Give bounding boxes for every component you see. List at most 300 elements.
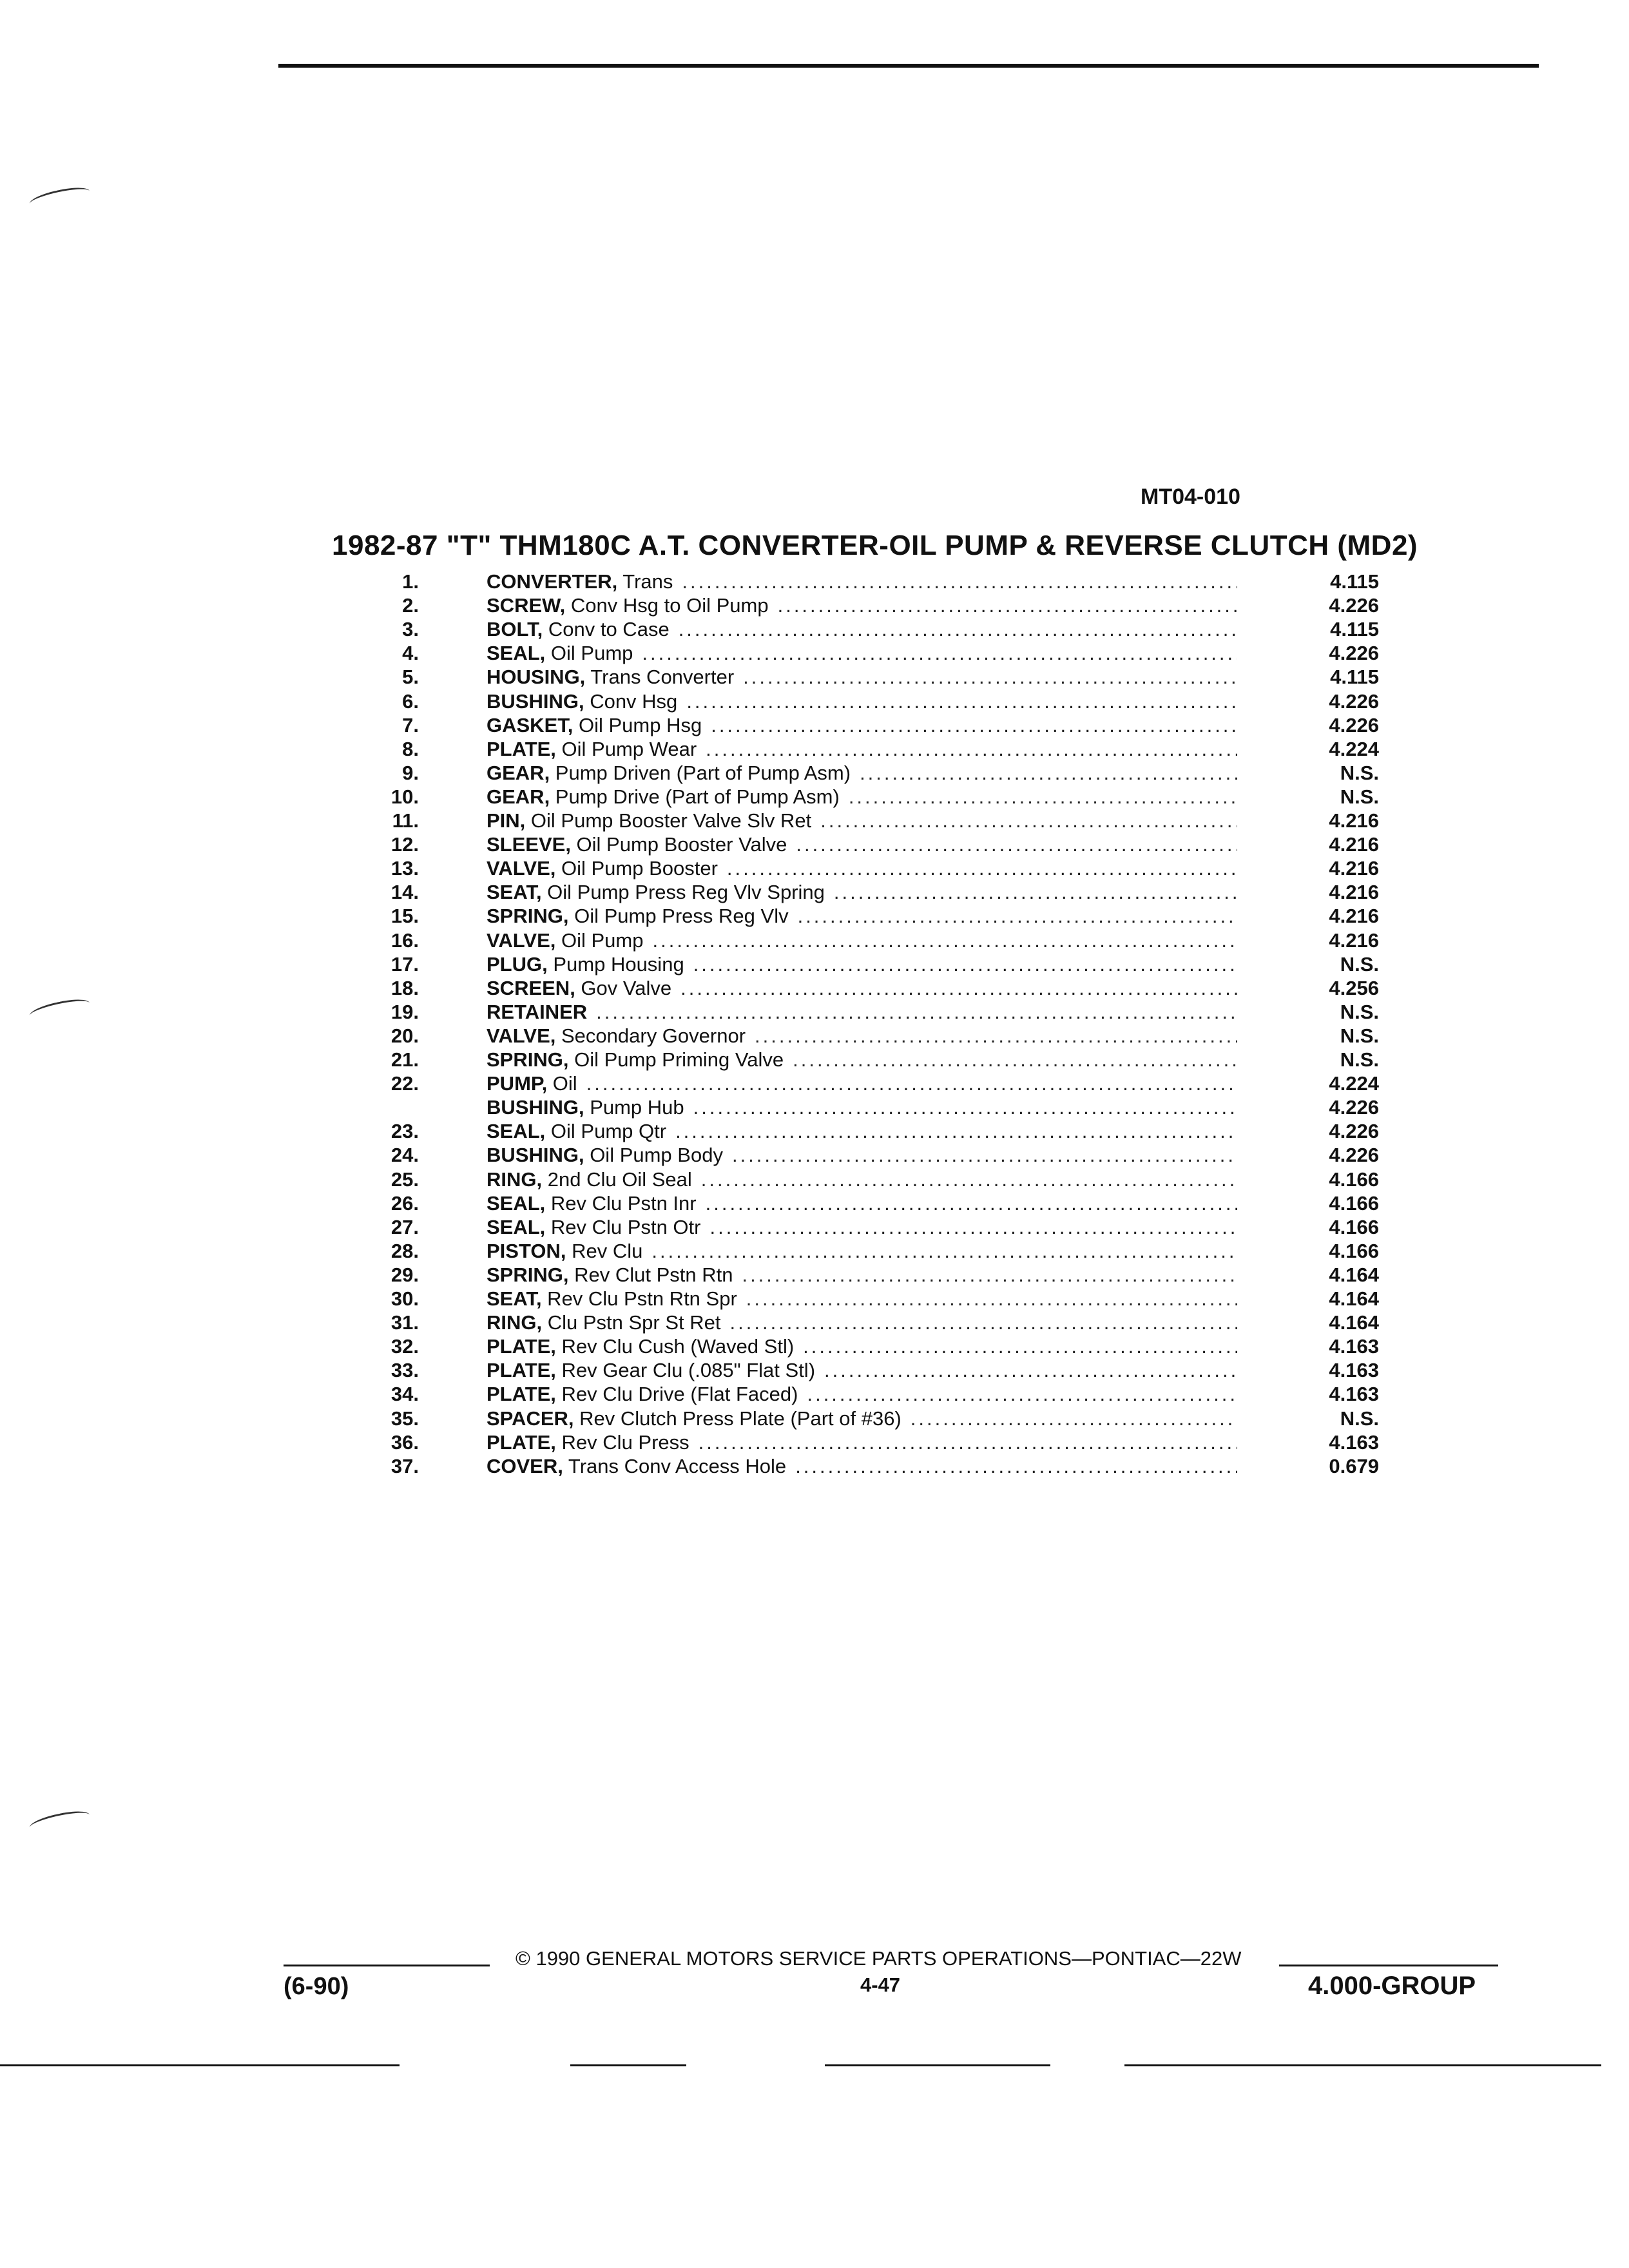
- part-number: 9.: [402, 761, 419, 784]
- part-name-detail: 2nd Clu Oil Seal: [542, 1168, 692, 1191]
- part-number: 21.: [390, 1048, 419, 1071]
- part-row: [0, 1358, 1629, 1382]
- part-description: [487, 1191, 1237, 1215]
- revision-date: (6-90): [284, 1973, 349, 2000]
- part-row: [0, 809, 1629, 832]
- group-number: N.S.: [1340, 761, 1379, 784]
- part-name-keyword: SCREW,: [487, 594, 566, 617]
- part-row: [0, 1119, 1629, 1143]
- part-row: [0, 689, 1629, 713]
- part-number: 18.: [390, 976, 419, 999]
- group-number: 4.115: [1330, 618, 1379, 641]
- part-description: [487, 1143, 1237, 1167]
- dot-leader: [671, 976, 1237, 1000]
- part-number: 32.: [390, 1335, 419, 1358]
- group-number: N.S.: [1340, 785, 1379, 808]
- part-row: [0, 1263, 1629, 1287]
- top-rule: [278, 64, 1539, 68]
- part-row: [0, 737, 1629, 761]
- part-name: [487, 641, 633, 665]
- group-number: 4.216: [1329, 833, 1379, 856]
- part-row: [0, 1168, 1629, 1191]
- part-name: [487, 1095, 684, 1119]
- group-number: 4.216: [1329, 809, 1379, 832]
- dot-leader: [666, 1119, 1237, 1143]
- group-number: 0.679: [1329, 1454, 1379, 1477]
- part-number: 33.: [390, 1359, 419, 1382]
- part-description: [487, 1119, 1237, 1143]
- dot-leader: [684, 952, 1237, 976]
- dot-leader: [851, 761, 1237, 785]
- part-number: 12.: [390, 833, 419, 856]
- dot-leader: [670, 617, 1237, 641]
- group-number: 4.216: [1329, 881, 1379, 904]
- part-name: [487, 1168, 692, 1191]
- dot-leader: [577, 1072, 1237, 1095]
- part-number: 29.: [390, 1263, 419, 1286]
- part-description: [487, 761, 1237, 785]
- part-name-keyword: CONVERTER,: [487, 570, 618, 593]
- group-number: 4.224: [1329, 1072, 1379, 1095]
- dot-leader: [697, 737, 1237, 761]
- part-row: [0, 856, 1629, 880]
- part-name-detail: Oil Pump: [545, 642, 633, 665]
- dot-leader: [798, 1382, 1237, 1406]
- part-name-keyword: RING,: [487, 1311, 543, 1334]
- part-name-detail: Clu Pstn Spr St Ret: [542, 1311, 721, 1334]
- part-name-detail: Trans Converter: [585, 666, 735, 689]
- part-number: 28.: [390, 1239, 419, 1262]
- part-number: 10.: [390, 785, 419, 808]
- group-number: 4.166: [1329, 1168, 1379, 1191]
- part-description: [487, 1048, 1237, 1072]
- part-name-detail: Oil Pump Priming Valve: [568, 1048, 784, 1071]
- dot-leader: [643, 928, 1237, 952]
- part-name-keyword: VALVE,: [487, 857, 556, 880]
- part-name-detail: Pump Hub: [584, 1096, 684, 1119]
- group-number: 4.163: [1329, 1359, 1379, 1382]
- copyright-notice: © 1990 GENERAL MOTORS SERVICE PARTS OPERATIONS—PONTIAC—22W: [516, 1947, 1242, 1970]
- part-row: [0, 785, 1629, 809]
- part-name-keyword: PIN,: [487, 809, 526, 832]
- part-description: [487, 928, 1237, 952]
- part-name-detail: Rev Clu Pstn Inr: [545, 1191, 697, 1215]
- dot-leader: [815, 1358, 1237, 1382]
- part-number: 11.: [392, 809, 419, 832]
- group-number: 4.256: [1329, 976, 1379, 999]
- part-row: [0, 641, 1629, 665]
- part-name: [487, 1311, 721, 1334]
- part-row: [0, 713, 1629, 737]
- part-name-keyword: SLEEVE,: [487, 833, 571, 856]
- part-name-detail: Rev Clu Drive (Flat Faced): [555, 1383, 798, 1406]
- part-name: [487, 1143, 723, 1167]
- part-description: [487, 809, 1237, 832]
- part-number: 35.: [390, 1407, 419, 1430]
- part-name-detail: Rev Clu Press: [555, 1430, 689, 1454]
- part-row: [0, 832, 1629, 856]
- part-name-keyword: COVER,: [487, 1454, 563, 1477]
- group-number: 4.164: [1329, 1263, 1379, 1286]
- part-name-detail: Pump Driven (Part of Pump Asm): [550, 761, 851, 784]
- part-name: [487, 832, 787, 856]
- part-name-detail: Oil: [547, 1072, 577, 1095]
- part-description: [487, 593, 1237, 617]
- part-number: 14.: [390, 881, 419, 904]
- part-row: [0, 1239, 1629, 1263]
- group-number: 4.224: [1329, 737, 1379, 760]
- page-title: 1982-87 "T" THM180C A.T. CONVERTER-OIL PUMP & REVERSE CLUTCH (MD2): [332, 530, 1418, 561]
- part-description: [487, 1168, 1237, 1191]
- part-name-keyword: GASKET,: [487, 713, 574, 736]
- part-name-detail: Rev Clu Pstn Rtn Spr: [541, 1287, 737, 1310]
- part-name-keyword: SEAL,: [487, 1191, 546, 1215]
- group-number: 4.164: [1329, 1311, 1379, 1334]
- dot-leader: [692, 1168, 1237, 1191]
- part-name-keyword: GEAR,: [487, 785, 550, 808]
- part-name: [487, 809, 811, 832]
- part-description: [487, 689, 1237, 713]
- part-description: [487, 737, 1237, 761]
- scan-mark: [28, 184, 92, 211]
- part-name-keyword: SCREEN,: [487, 976, 575, 999]
- part-row: [0, 1382, 1629, 1406]
- group-number: 4.216: [1329, 905, 1379, 928]
- part-row: [0, 1143, 1629, 1167]
- group-number: 4.216: [1329, 928, 1379, 952]
- part-description: [487, 1263, 1237, 1287]
- group-number: 4.166: [1329, 1215, 1379, 1238]
- part-name: [487, 593, 769, 617]
- part-row: [0, 1024, 1629, 1048]
- part-description: [487, 1287, 1237, 1311]
- page-number: 4-47: [860, 1974, 901, 1996]
- part-row: [0, 1334, 1629, 1358]
- part-name-detail: Gov Valve: [575, 976, 672, 999]
- part-name: [487, 1000, 587, 1024]
- dot-leader: [673, 570, 1237, 593]
- part-description: [487, 1311, 1237, 1334]
- part-name: [487, 904, 789, 928]
- dot-leader: [794, 1334, 1237, 1358]
- part-name-detail: Pump Housing: [547, 952, 684, 975]
- part-description: [487, 785, 1237, 809]
- dot-leader: [700, 1215, 1237, 1239]
- part-description: [487, 617, 1237, 641]
- part-name-keyword: HOUSING,: [487, 666, 586, 689]
- group-number: N.S.: [1340, 952, 1379, 975]
- part-name-keyword: SEAT,: [487, 881, 542, 904]
- part-row: [0, 1000, 1629, 1024]
- part-description: [487, 856, 1237, 880]
- part-name-detail: Conv Hsg to Oil Pump: [565, 594, 769, 617]
- part-name-keyword: BOLT,: [487, 618, 543, 641]
- part-name-detail: Rev Clutch Press Plate (Part of #36): [574, 1407, 901, 1430]
- part-name: [487, 1263, 733, 1287]
- group-number: 4.166: [1329, 1239, 1379, 1262]
- group-number: N.S.: [1340, 1024, 1379, 1047]
- part-number: 2.: [402, 594, 419, 617]
- part-name-keyword: SPRING,: [487, 1048, 569, 1071]
- part-row: [0, 1215, 1629, 1239]
- part-name-keyword: PLATE,: [487, 1335, 556, 1358]
- part-name-detail: Oil Pump Booster: [555, 857, 718, 880]
- dot-leader: [702, 713, 1237, 737]
- dot-leader: [787, 832, 1237, 856]
- part-name: [487, 665, 734, 689]
- group-number: 4.226: [1329, 713, 1379, 736]
- group-number: 4.163: [1329, 1383, 1379, 1406]
- part-description: [487, 713, 1237, 737]
- dot-leader: [642, 1239, 1237, 1263]
- part-name-detail: Oil Pump Wear: [555, 737, 697, 760]
- part-name-detail: Rev Clu Pstn Otr: [545, 1215, 701, 1238]
- dot-leader: [718, 856, 1237, 880]
- part-name-keyword: SEAL,: [487, 642, 546, 665]
- part-row: [0, 1430, 1629, 1454]
- dot-leader: [587, 1000, 1237, 1024]
- dot-leader: [689, 1430, 1237, 1454]
- part-name-keyword: BUSHING,: [487, 1096, 584, 1119]
- part-name: [487, 1191, 697, 1215]
- part-name: [487, 1239, 642, 1263]
- part-number: 26.: [390, 1191, 419, 1215]
- part-row: [0, 1454, 1629, 1478]
- part-row: [0, 952, 1629, 976]
- part-description: [487, 904, 1237, 928]
- part-name-keyword: RETAINER: [487, 1000, 588, 1023]
- part-name-keyword: SPRING,: [487, 1263, 569, 1286]
- part-name: [487, 856, 718, 880]
- part-name-detail: Oil Pump Body: [584, 1144, 723, 1167]
- part-name-keyword: PUMP,: [487, 1072, 548, 1095]
- dot-leader: [697, 1191, 1237, 1215]
- part-row: [0, 665, 1629, 689]
- part-name-keyword: PLATE,: [487, 1383, 556, 1406]
- part-row: [0, 976, 1629, 1000]
- group-number: 4.226: [1329, 689, 1379, 713]
- document-code: MT04-010: [1141, 485, 1240, 509]
- part-number: 13.: [390, 857, 419, 880]
- part-name: [487, 785, 840, 809]
- part-name: [487, 1072, 577, 1095]
- part-description: [487, 1095, 1237, 1119]
- part-number: 34.: [390, 1383, 419, 1406]
- part-name-detail: Pump Drive (Part of Pump Asm): [550, 785, 840, 808]
- part-number: 4.: [402, 642, 419, 665]
- dot-leader: [684, 1095, 1237, 1119]
- part-description: [487, 1382, 1237, 1406]
- part-row: [0, 1072, 1629, 1095]
- dot-leader: [786, 1454, 1237, 1478]
- part-description: [487, 832, 1237, 856]
- part-name-keyword: PLUG,: [487, 952, 548, 975]
- group-number: 4.115: [1330, 666, 1379, 689]
- part-number: 27.: [390, 1215, 419, 1238]
- part-row: [0, 570, 1629, 593]
- part-row: [0, 761, 1629, 785]
- part-name: [487, 617, 670, 641]
- part-description: [487, 880, 1237, 904]
- bottom-rule: [570, 2064, 686, 2066]
- group-number: 4.226: [1329, 1096, 1379, 1119]
- part-name: [487, 880, 825, 904]
- part-name-detail: Trans: [617, 570, 673, 593]
- part-name-keyword: VALVE,: [487, 928, 556, 952]
- part-number: 16.: [390, 928, 419, 952]
- part-row: [0, 1311, 1629, 1334]
- part-name-keyword: BUSHING,: [487, 1144, 584, 1167]
- part-name: [487, 1382, 798, 1406]
- group-number: 4.216: [1329, 857, 1379, 880]
- part-name: [487, 1407, 901, 1430]
- part-name-keyword: BUSHING,: [487, 689, 584, 713]
- dot-leader: [734, 665, 1237, 689]
- part-name-keyword: PLATE,: [487, 1359, 556, 1382]
- part-description: [487, 665, 1237, 689]
- part-name: [487, 1430, 689, 1454]
- part-description: [487, 1072, 1237, 1095]
- bottom-rule: [0, 2064, 400, 2066]
- part-name: [487, 737, 697, 761]
- part-description: [487, 1215, 1237, 1239]
- part-name: [487, 928, 643, 952]
- part-number: 6.: [402, 689, 419, 713]
- part-number: 5.: [402, 666, 419, 689]
- part-number: 37.: [390, 1454, 419, 1477]
- part-row: [0, 1191, 1629, 1215]
- part-description: [487, 1358, 1237, 1382]
- part-description: [487, 1000, 1237, 1024]
- part-name-detail: Conv to Case: [543, 618, 670, 641]
- part-number: 19.: [390, 1000, 419, 1023]
- footer-rule-left: [284, 1965, 490, 1966]
- part-number: 3.: [402, 618, 419, 641]
- group-number: N.S.: [1340, 1048, 1379, 1071]
- group-number: 4.163: [1329, 1335, 1379, 1358]
- part-number: 7.: [402, 713, 419, 736]
- part-name: [487, 1024, 746, 1048]
- part-name-detail: Rev Clut Pstn Rtn: [568, 1263, 733, 1286]
- part-row: [0, 1048, 1629, 1072]
- dot-leader: [633, 641, 1237, 665]
- dot-leader: [784, 1048, 1237, 1072]
- part-name-keyword: VALVE,: [487, 1024, 556, 1047]
- part-name: [487, 1454, 786, 1478]
- part-number: 1.: [402, 570, 419, 593]
- part-name-detail: Oil Pump Booster Valve: [570, 833, 787, 856]
- part-name-detail: Rev Clu Cush (Waved Stl): [555, 1335, 795, 1358]
- part-name: [487, 1334, 794, 1358]
- part-name: [487, 1215, 700, 1239]
- dot-leader: [746, 1024, 1237, 1048]
- part-number: 15.: [390, 905, 419, 928]
- part-number: 25.: [390, 1168, 419, 1191]
- dot-leader: [789, 904, 1237, 928]
- part-name: [487, 1358, 815, 1382]
- part-name-keyword: GEAR,: [487, 761, 550, 784]
- part-name: [487, 713, 702, 737]
- part-number: 36.: [390, 1430, 419, 1454]
- part-name-keyword: SEAL,: [487, 1215, 546, 1238]
- part-number: 31.: [390, 1311, 419, 1334]
- part-description: [487, 1407, 1237, 1430]
- part-row: [0, 928, 1629, 952]
- part-number: 22.: [390, 1072, 419, 1095]
- part-description: [487, 952, 1237, 976]
- part-name-detail: Secondary Governor: [555, 1024, 746, 1047]
- group-label: 4.000-GROUP: [1308, 1972, 1476, 2000]
- dot-leader: [811, 809, 1237, 832]
- group-number: 4.115: [1330, 570, 1379, 593]
- part-description: [487, 1430, 1237, 1454]
- group-number: 4.166: [1329, 1191, 1379, 1215]
- part-name-keyword: PLATE,: [487, 1430, 556, 1454]
- bottom-rule: [1124, 2064, 1601, 2066]
- dot-leader: [737, 1287, 1237, 1311]
- part-description: [487, 976, 1237, 1000]
- part-name-detail: Trans Conv Access Hole: [563, 1454, 787, 1477]
- part-description: [487, 1334, 1237, 1358]
- part-row: [0, 593, 1629, 617]
- part-number: 24.: [390, 1144, 419, 1167]
- part-number: 23.: [390, 1120, 419, 1143]
- part-name-keyword: SPACER,: [487, 1407, 574, 1430]
- part-name: [487, 1287, 737, 1311]
- dot-leader: [677, 689, 1237, 713]
- group-number: 4.226: [1329, 642, 1379, 665]
- footer-rule-right: [1279, 1965, 1498, 1966]
- scan-mark: [28, 1807, 92, 1834]
- part-description: [487, 1454, 1237, 1478]
- dot-leader: [840, 785, 1237, 809]
- part-row: [0, 1287, 1629, 1311]
- part-number: 20.: [390, 1024, 419, 1047]
- group-number: N.S.: [1340, 1407, 1379, 1430]
- part-row: [0, 880, 1629, 904]
- part-name: [487, 1119, 666, 1143]
- part-name-keyword: PLATE,: [487, 737, 556, 760]
- part-number: 30.: [390, 1287, 419, 1310]
- group-number: 4.226: [1329, 1120, 1379, 1143]
- part-name-detail: Rev Clu: [566, 1239, 643, 1262]
- group-number: 4.226: [1329, 1144, 1379, 1167]
- part-row: [0, 1095, 1629, 1119]
- part-name: [487, 976, 671, 1000]
- part-name-detail: Oil Pump: [555, 928, 644, 952]
- bottom-rule: [825, 2064, 1050, 2066]
- group-number: 4.226: [1329, 594, 1379, 617]
- dot-leader: [901, 1407, 1237, 1430]
- part-number: 8.: [402, 737, 419, 760]
- part-name: [487, 761, 851, 785]
- dot-leader: [721, 1311, 1237, 1334]
- part-name-detail: Oil Pump Hsg: [573, 713, 702, 736]
- part-number: 17.: [390, 952, 419, 975]
- part-name-keyword: SPRING,: [487, 905, 569, 928]
- part-row: [0, 904, 1629, 928]
- dot-leader: [769, 593, 1237, 617]
- part-name-keyword: PISTON,: [487, 1239, 566, 1262]
- part-name-detail: Conv Hsg: [584, 689, 678, 713]
- part-name-keyword: SEAT,: [487, 1287, 542, 1310]
- group-number: 4.163: [1329, 1430, 1379, 1454]
- part-name: [487, 952, 684, 976]
- dot-leader: [733, 1263, 1237, 1287]
- part-description: [487, 641, 1237, 665]
- part-row: [0, 1407, 1629, 1430]
- part-name-detail: Oil Pump Qtr: [545, 1120, 667, 1143]
